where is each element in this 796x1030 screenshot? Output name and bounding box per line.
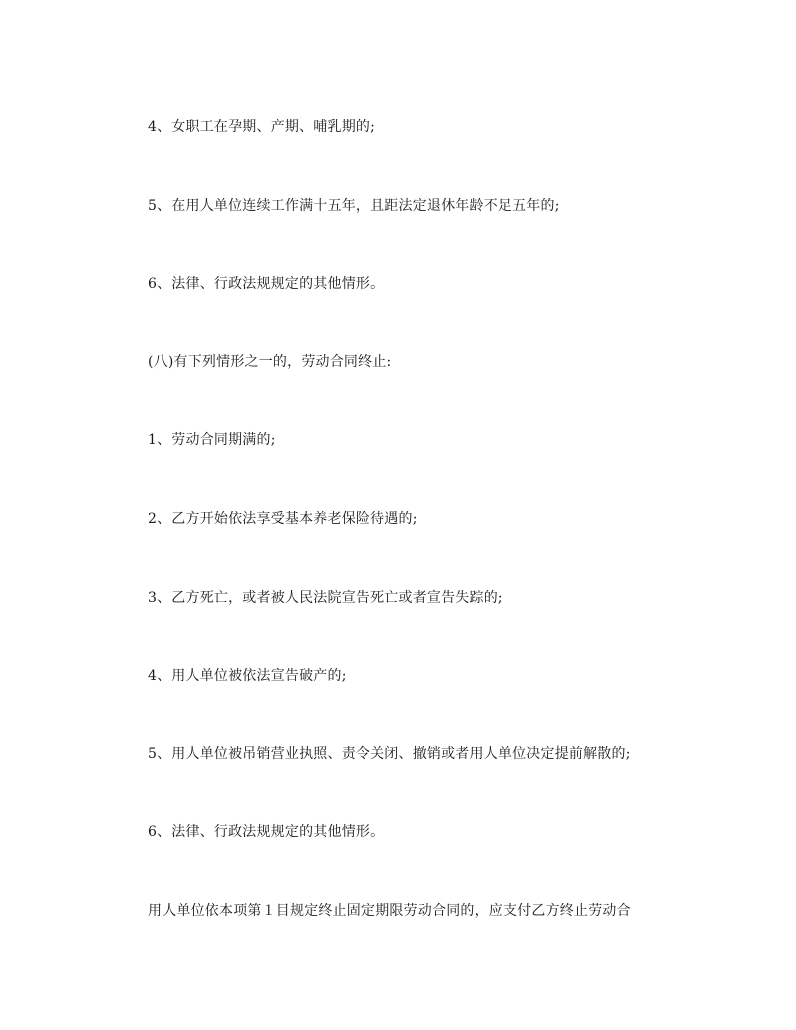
section-heading-eight: (八)有下列情形之一的，劳动合同终止: — [148, 354, 392, 370]
clause-line-2-pension: 2、乙方开始依法享受基本养老保险待遇的; — [148, 511, 418, 527]
clause-line-5-fifteen-years: 5、在用人单位连续工作满十五年，且距法定退休年龄不足五年的; — [148, 198, 560, 214]
clause-line-3-death: 3、乙方死亡，或者被人民法院宣告死亡或者宣告失踪的; — [148, 590, 503, 606]
clause-line-1-contract-expired: 1、劳动合同期满的; — [148, 432, 276, 448]
clause-line-6-other-circumstances: 6、法律、行政法规规定的其他情形。 — [148, 276, 385, 292]
clause-line-4-female-employees: 4、女职工在孕期、产期、哺乳期的; — [148, 119, 376, 135]
clause-line-6-other-circumstances-2: 6、法律、行政法规规定的其他情形。 — [148, 824, 385, 840]
paragraph-termination-compensation: 用人单位依本项第１目规定终止固定期限劳动合同的，应支付乙方终止劳动合 — [148, 903, 631, 919]
clause-line-4-bankruptcy: 4、用人单位被依法宣告破产的; — [148, 668, 347, 684]
clause-line-5-license-revoked: 5、用人单位被吊销营业执照、责令关闭、撤销或者用人单位决定提前解散的; — [148, 746, 631, 762]
